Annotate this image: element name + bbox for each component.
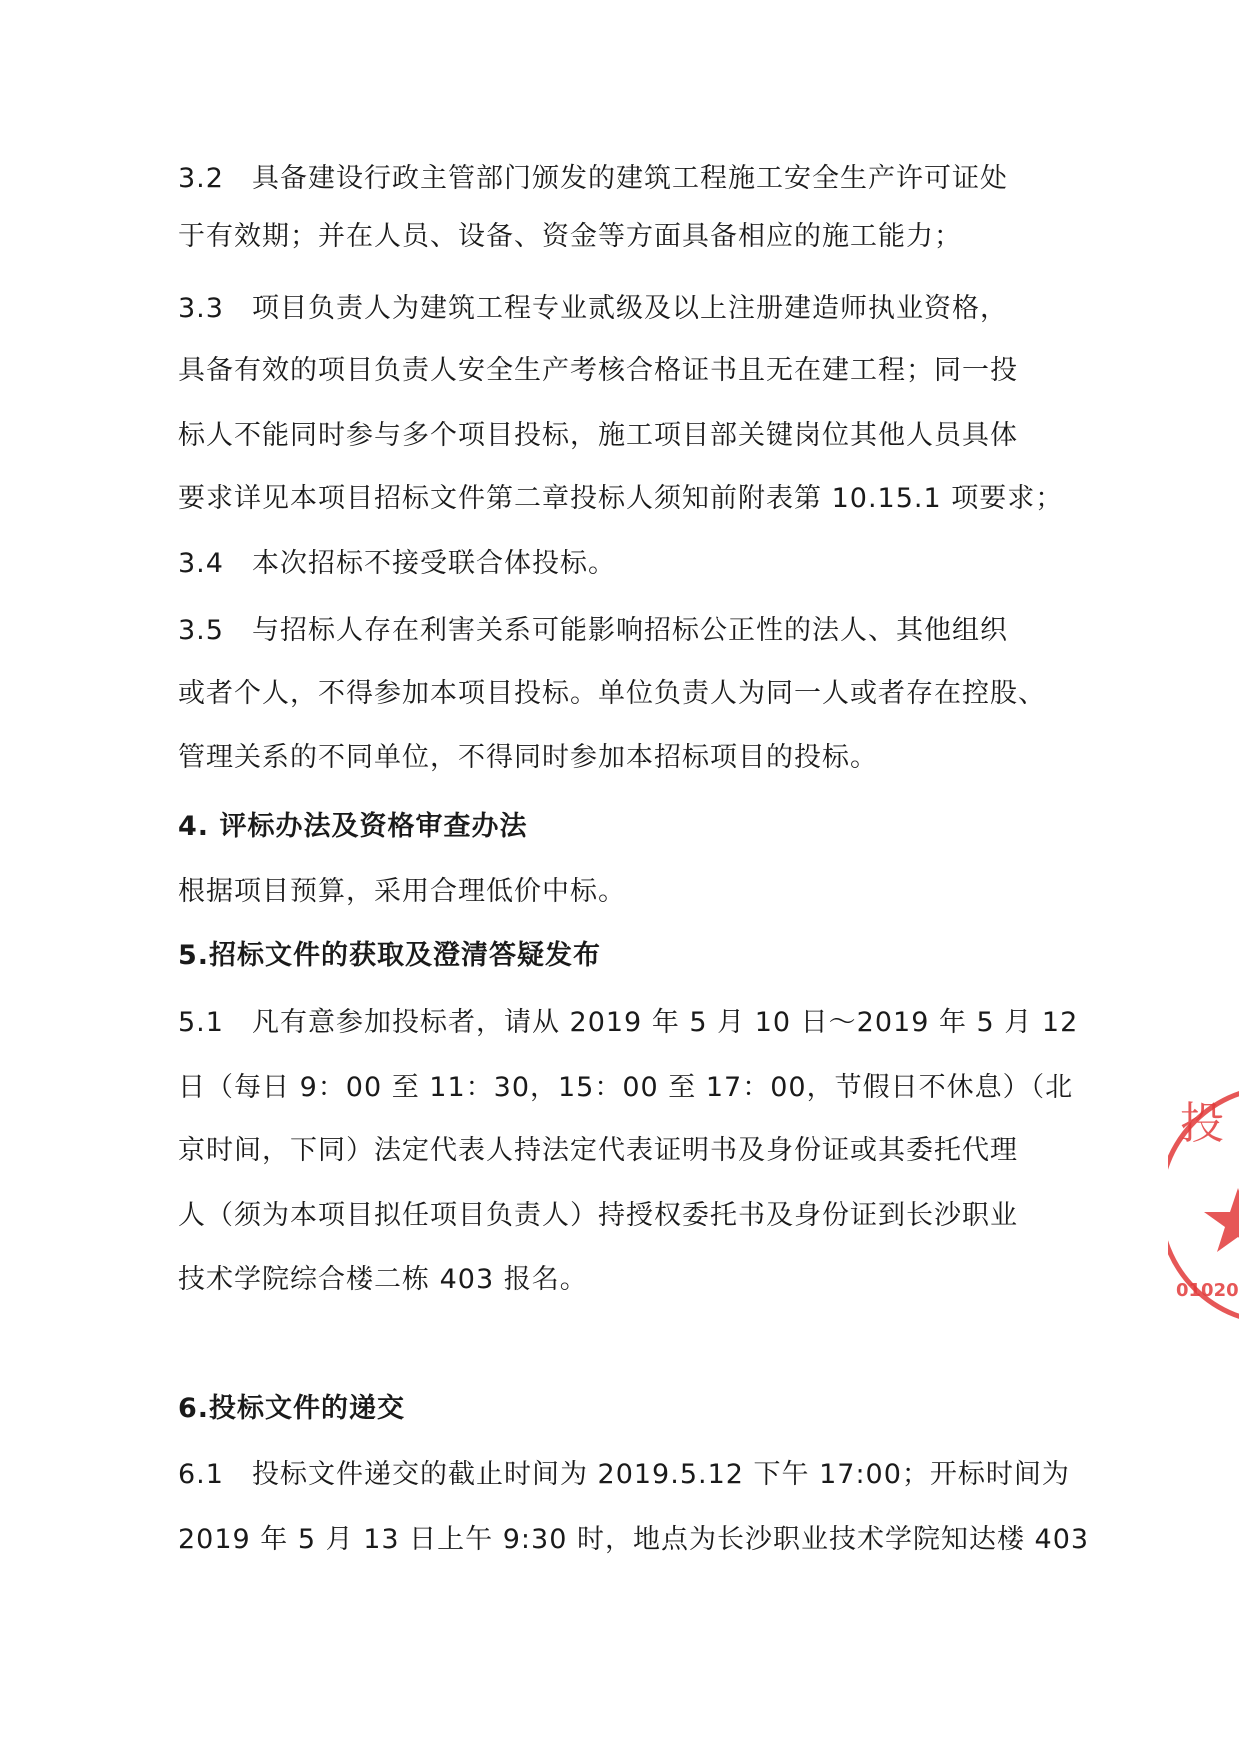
clause-3-5-line-1: 3.5 与招标人存在利害关系可能影响招标公正性的法人、其他组织 (178, 615, 1008, 646)
red-seal-stamp (1168, 1080, 1239, 1330)
clause-3-3-line-1: 3.3 项目负责人为建筑工程专业贰级及以上注册建造师执业资格， (178, 293, 1008, 324)
seal-star-icon (1204, 1188, 1239, 1252)
svg-text:01020: 01020 (1176, 1280, 1239, 1301)
clause-5-1-line-4: 人（须为本项目拟任项目负责人）持授权委托书及身份证到长沙职业 (178, 1200, 1018, 1231)
clause-3-3-line-3: 标人不能同时参与多个项目投标，施工项目部关键岗位其他人员具体 (178, 420, 1018, 451)
section-6-heading: 6.投标文件的递交 (178, 1393, 406, 1424)
clause-3-2-line-1: 3.2 具备建设行政主管部门颁发的建筑工程施工安全生产许可证处 (178, 163, 1008, 194)
clause-3-5-line-2: 或者个人，不得参加本项目投标。单位负责人为同一人或者存在控股、 (178, 678, 1046, 709)
clause-5-1-line-2: 日（每日 9：00 至 11：30，15：00 至 17：00，节假日不休息）（北 (178, 1072, 1074, 1103)
section-5-heading: 5.招标文件的获取及澄清答疑发布 (178, 940, 602, 971)
clause-3-5-line-3: 管理关系的不同单位，不得同时参加本招标项目的投标。 (178, 742, 878, 773)
clause-6-1-line-2: 2019 年 5 月 13 日上午 9:30 时，地点为长沙职业技术学院知达楼 403 (178, 1524, 1090, 1555)
clause-5-1-line-3: 京时间，下同）法定代表人持法定代表证明书及身份证或其委托代理 (178, 1135, 1018, 1166)
clause-5-1-line-5: 技术学院综合楼二栋 403 报名。 (178, 1264, 588, 1295)
clause-3-3-line-4: 要求详见本项目招标文件第二章投标人须知前附表第 10.15.1 项要求； (178, 483, 1064, 514)
clause-3-4: 3.4 本次招标不接受联合体投标。 (178, 548, 616, 579)
clause-6-1-line-1: 6.1 投标文件递交的截止时间为 2019.5.12 下午 17:00；开标时间为 (178, 1459, 1070, 1490)
svg-text:投: 投 (1180, 1098, 1224, 1149)
section-4-heading: 4. 评标办法及资格审查办法 (178, 811, 528, 842)
clause-3-2-line-2: 于有效期；并在人员、设备、资金等方面具备相应的施工能力； (178, 221, 962, 252)
clause-5-1-line-1: 5.1 凡有意参加投标者，请从 2019 年 5 月 10 日～2019 年 5 月 12 (178, 1007, 1079, 1038)
clause-3-3-line-2: 具备有效的项目负责人安全生产考核合格证书且无在建工程；同一投 (178, 355, 1018, 386)
section-4-body: 根据项目预算，采用合理低价中标。 (178, 876, 626, 907)
